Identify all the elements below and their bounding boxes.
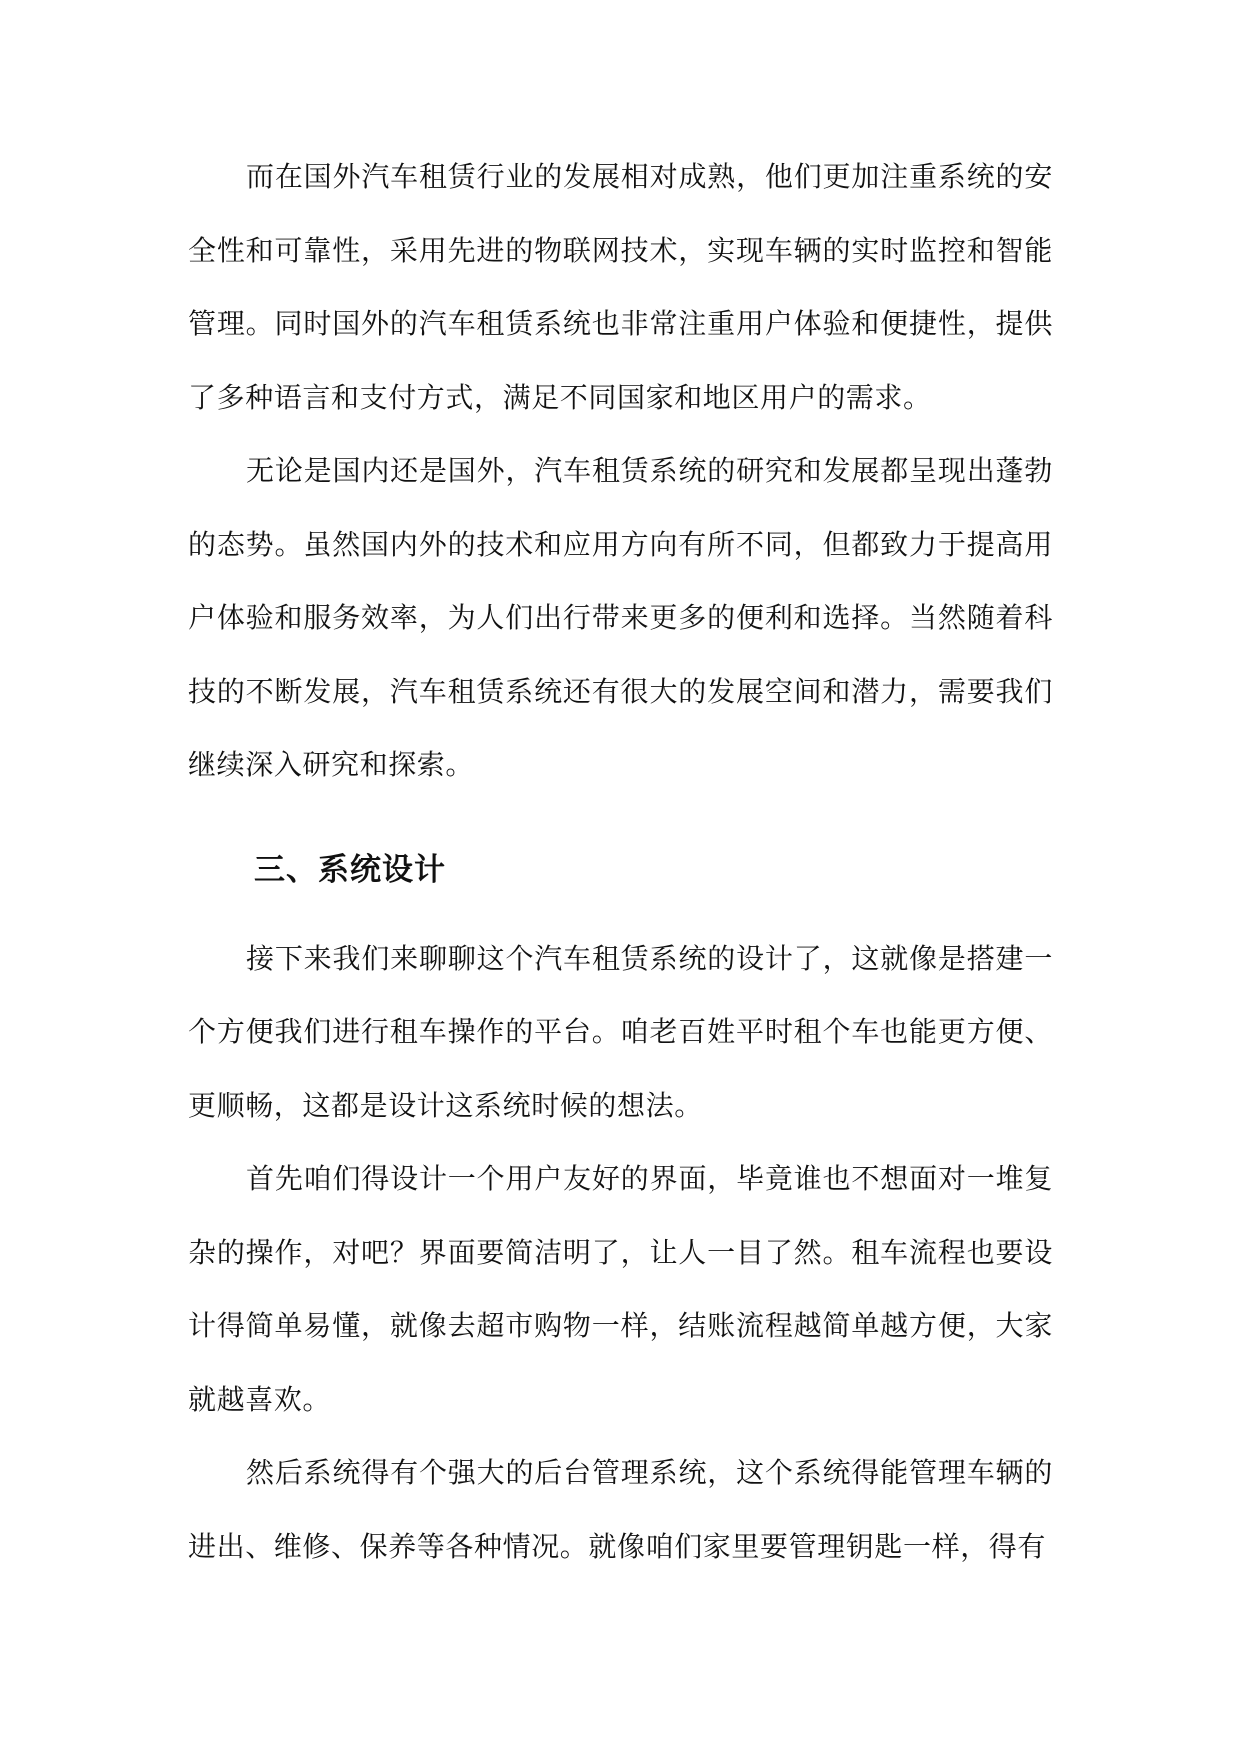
section-heading-system-design: 三、系统设计 xyxy=(254,851,446,888)
document-page xyxy=(188,140,1053,1583)
paragraph-foreign-car-rental: 而在国外汽车租赁行业的发展相对成熟，他们更加注重系统的安全性和可靠性，采用先进的物联网技术，实现车辆的实时监控和智能管理。同时国外的汽车租赁系统也非常注重用户体验和便捷性，提供了多种语言和支付方式，满足不同国家和地区用户的需求。 xyxy=(188,160,1053,414)
paragraph-user-interface: 首先咱们得设计一个用户友好的界面，毕竟谁也不想面对一堆复杂的操作，对吧？界面要简洁明了，让人一目了然。租车流程也要设计得简单易懂，就像去超市购物一样，结账流程越简单越方便，大家就越喜欢。 xyxy=(188,1162,1053,1416)
paragraph-domestic-and-foreign-summary: 无论是国内还是国外，汽车租赁系统的研究和发展都呈现出蓬勃的态势。虽然国内外的技术和应用方向有所不同，但都致力于提高用户体验和服务效率，为人们出行带来更多的便利和选择。当然随着科技的不断发展，汽车租赁系统还有很大的发展空间和潜力，需要我们继续深入研究和探索。 xyxy=(188,454,1053,781)
paragraph-backend-management: 然后系统得有个强大的后台管理系统，这个系统得能管理车辆的进出、维修、保养等各种情况。就像咱们家里要管理钥匙一样，得有 xyxy=(188,1456,1053,1563)
paragraph-design-intro: 接下来我们来聊聊这个汽车租赁系统的设计了，这就像是搭建一个方便我们进行租车操作的平台。咱老百姓平时租个车也能更方便、更顺畅，这都是设计这系统时候的想法。 xyxy=(188,941,1053,1122)
